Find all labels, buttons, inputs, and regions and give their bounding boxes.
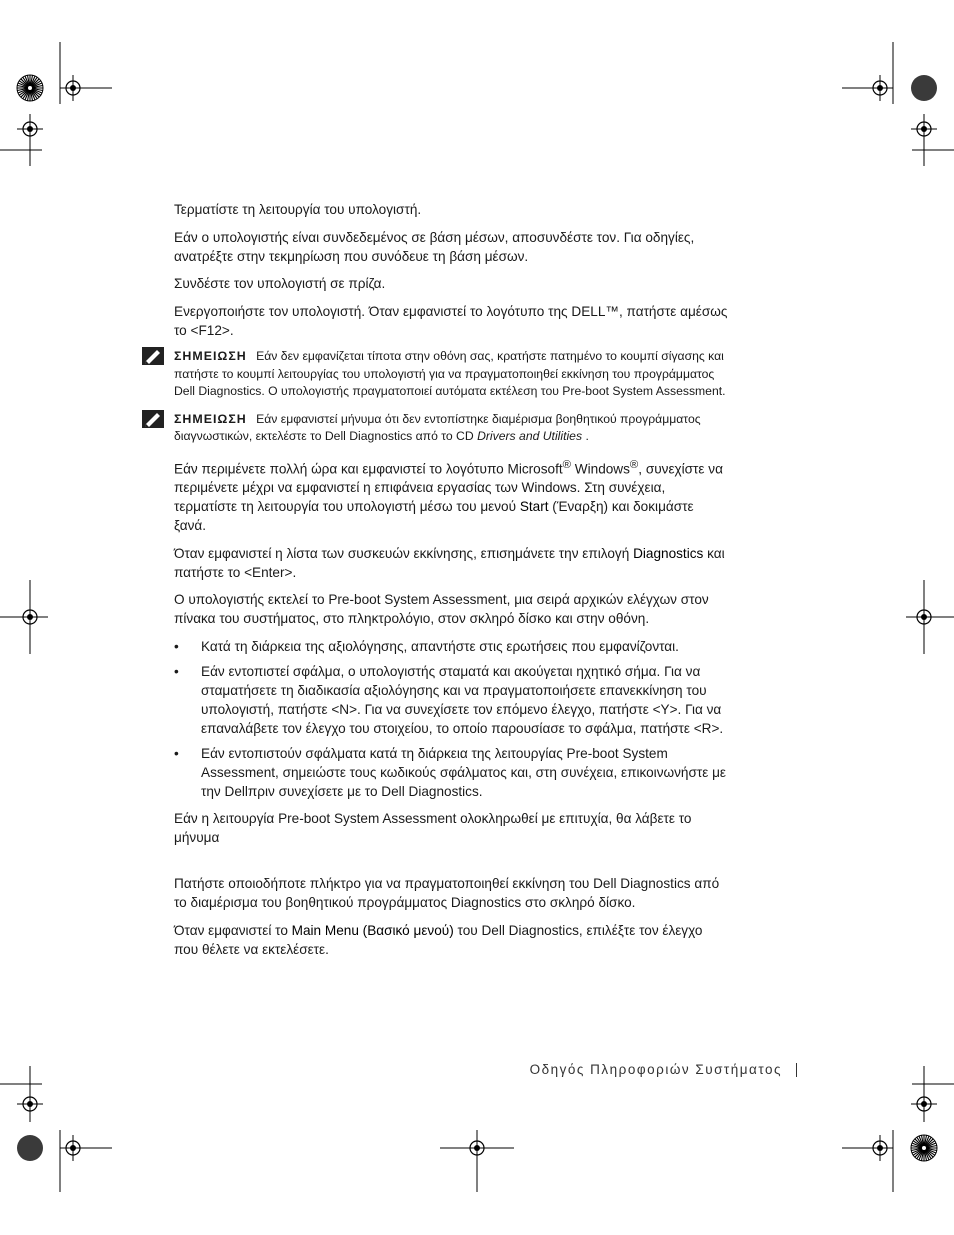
step-shutdown: Τερματίστε τη λειτουργία του υπολογιστή.	[174, 202, 422, 217]
note-block	[174, 348, 728, 401]
step-plug-in: Συνδέστε τον υπολογιστή σε πρίζα.	[174, 276, 386, 291]
text-span: Εάν περιμένετε πολλή ώρα και εμφανιστεί το λογότυπο Microsoft	[174, 461, 563, 477]
note-text: Εάν εμφανιστεί μήνυμα ότι δεν εντοπίστηκε διαμέρισμα βοηθητικού προγράμματος διαγνωστικών, εκτελέστε το Dell Diagnostics από το CD	[174, 411, 701, 443]
text-span: Όταν εμφανιστεί το	[174, 922, 292, 938]
text-span: Όταν εμφανιστεί η λίστα των συσκευών εκκίνησης, επισημάνετε την επιλογή	[174, 545, 634, 561]
note-end: .	[585, 429, 589, 443]
bullet-glyph: •	[174, 663, 179, 679]
assessment-bullets	[174, 637, 728, 801]
bullet-glyph: •	[174, 745, 179, 761]
assessment-description: Ο υπολογιστής εκτελεί το Pre-boot System Assessment, μια σειρά αρχικών ελέγχων στον πίνακα του συστήματος, στο πληκτρολόγιο, στον σκληρό δίσκο και στην οθόνη.	[174, 592, 709, 627]
step-press-key: Πατήστε οποιοδήποτε πλήκτρο για να πραγματοποιηθεί εκκίνηση του Dell Diagnostics από το διαμέρισμα του βοηθητικού προγράμματος Diagnostics στο σκληρό δίσκο.	[174, 876, 720, 911]
pencil-note-icon	[142, 347, 164, 365]
list-item-text: Κατά τη διάρκεια της αξιολόγησης, απαντήστε στις ερωτήσεις που εμφανίζονται.	[201, 638, 679, 654]
bullet-glyph: •	[174, 638, 179, 654]
registered-mark: ®	[629, 458, 639, 471]
page-footer-title: Οδηγός Πληροφοριών Συστήματος	[529, 1062, 782, 1077]
step-select-diagnostics	[174, 544, 728, 582]
list-item	[174, 744, 728, 801]
pencil-note-icon	[142, 410, 164, 428]
footer-divider	[796, 1063, 797, 1077]
text-span: (Έναρξη) και δοκιμάστε ξανά.	[174, 499, 694, 534]
start-menu-term: Start	[519, 499, 549, 515]
registered-mark: ®	[562, 458, 571, 471]
diagnostics-term: Diagnostics	[633, 545, 704, 561]
step-wait-windows	[174, 456, 728, 536]
success-message: Εάν η λειτουργία Pre-boot System Assessment ολοκληρωθεί με επιτυχία, θα λάβετε το μήνυμα	[174, 810, 692, 845]
list-item-text: Εάν εντοπιστεί σφάλμα, ο υπολογιστής σταματά και ακούγεται ηχητικό σήμα. Για να σταματήσετε τη διαδικασία αξιολόγησης και να πραγματοποιήσετε επανεκκίνηση του υπολογιστή, πατήστε <N>. Για να συνεχίσετε τον επόμενο έλεγχο, πατήστε <Y>. Για να επαναλάβετε τον έλεγχο του στοιχείου, το οποίο παρουσίασε το σφάλμα, πατήστε <R>.	[201, 663, 724, 736]
note-label: ΣΗΜΕΙΩΣΗ	[174, 411, 247, 426]
blank-line	[174, 855, 728, 874]
list-item-text: Εάν εντοπιστούν σφάλματα κατά τη διάρκεια της λειτουργίας Pre-boot System Assessment, σημειώστε τους κωδικούς σφάλματος και, στη συνέχεια, επικοινωνήστε με την Dellπριν συνεχίσετε με το Dell Diagnostics.	[201, 745, 726, 799]
note-text: Εάν δεν εμφανίζεται τίποτα στην οθόνη σας, κρατήστε πατημένο το κουμπί σίγασης και πατήστε το κουμπί λειτουργίας του υπολογιστή για να πραγματοποιηθεί εκκίνηση του προγράμματος Dell Diagnostics. Ο υπολογιστής πραγματοποιεί αυτόματα εκτέλεση του Pre-boot System Assessment.	[174, 349, 726, 398]
text-span: Windows	[571, 461, 630, 477]
cd-title: Drivers and Utilities	[477, 429, 583, 443]
text-span: , συνεχίστε να περιμένετε μέχρι να εμφανιστεί η επιφάνεια εργασίας των Windows. Στη συνέχεια, τερματίστε τη λειτουργία του υπολογιστή μέσω του μενού	[174, 461, 723, 515]
list-item	[174, 662, 728, 738]
note-label: ΣΗΜΕΙΩΣΗ	[174, 349, 247, 363]
print-solid-disc-icon	[911, 75, 937, 101]
main-menu-term: Main Menu (Βασικό μενού)	[291, 922, 454, 938]
step-undock: Εάν ο υπολογιστής είναι συνδεδεμένος σε βάση μέσων, αποσυνδέστε τον. Για οδηγίες, ανατρέξτε στην τεκμηρίωση που συνόδευε τη βάση μέσων.	[174, 229, 695, 264]
document-body	[174, 200, 728, 967]
note-block	[174, 411, 728, 446]
text-span: και πατήστε το <Enter>.	[174, 545, 725, 580]
list-item	[174, 637, 728, 656]
step-main-menu	[174, 921, 728, 959]
text-span: του Dell Diagnostics, επιλέξτε τον έλεγχο που θέλετε να εκτελέσετε.	[174, 922, 703, 957]
step-power-on: Ενεργοποιήστε τον υπολογιστή. Όταν εμφανιστεί το λογότυπο της DELL™, πατήστε αμέσως το <F12>.	[174, 303, 728, 338]
